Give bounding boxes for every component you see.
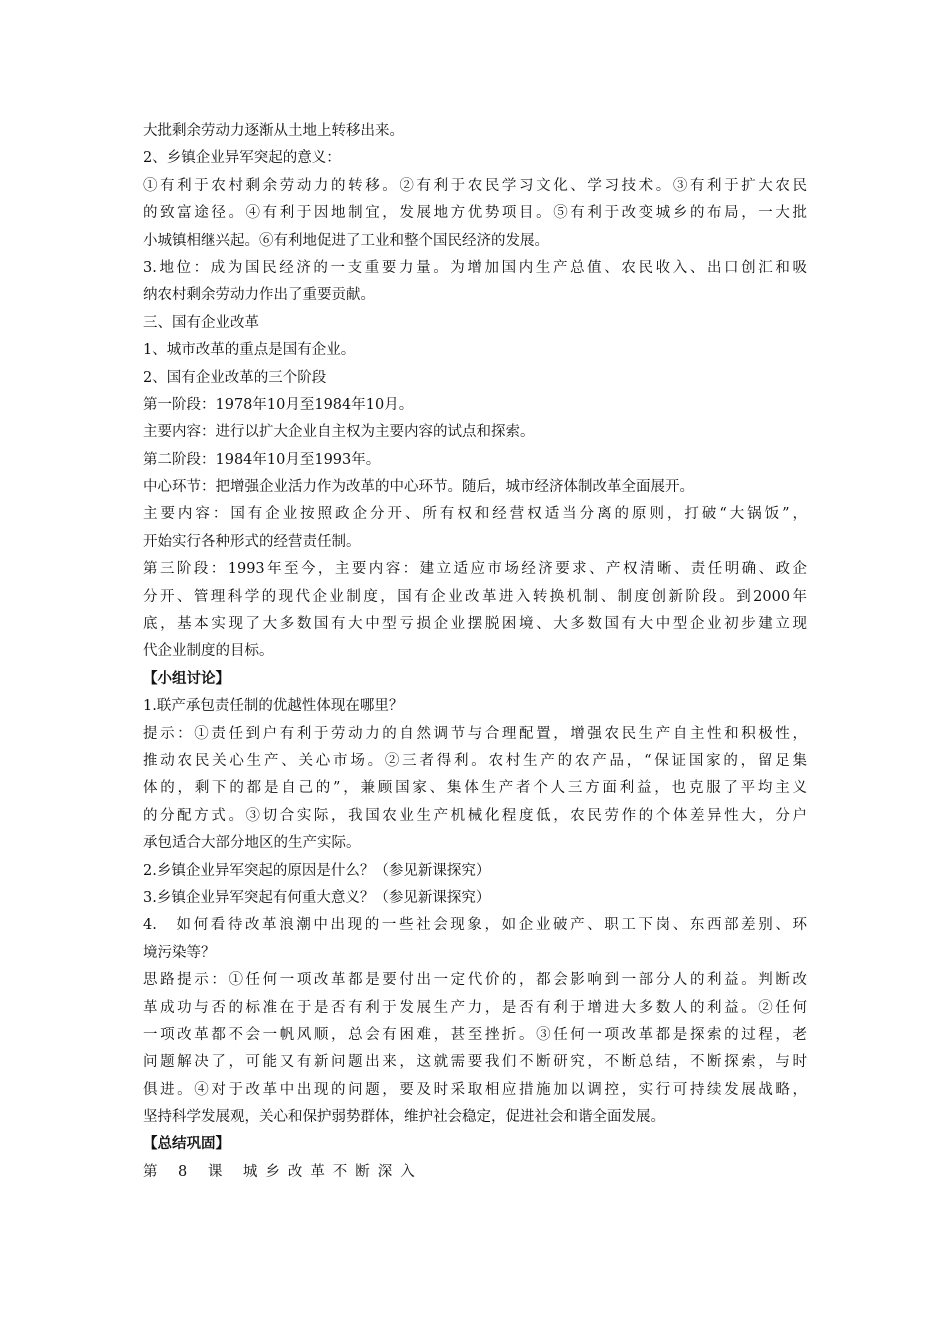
text-line: 3.乡镇企业异军突起有何重大意义？（参见新课探究） [143, 889, 491, 906]
text-line: 问题解决了，可能又有新问题出来，这就需要我们不断研究，不断总结，不断探索，与时 [143, 1054, 807, 1071]
text-line: 开始实行各种形式的经营责任制。 [143, 533, 361, 550]
text-line: 坚持科学发展观，关心和保护弱势群体，维护社会稳定，促进社会和谐全面发展。 [143, 1109, 665, 1126]
document-body [143, 118, 807, 1186]
text-line: 分开、管理科学的现代企业制度，国有企业改革进入转换机制、制度创新阶段。到2000年 [143, 588, 807, 605]
text-line: 承包适合大部分地区的生产实际。 [143, 835, 361, 852]
text-line: 第二阶段：1984年10月至1993年。 [143, 451, 381, 468]
text-line: 体的，剩下的都是自己的”，兼顾国家、集体生产者个人三方面利益，也克服了平均主义 [143, 780, 807, 797]
text-line: 2.乡镇企业异军突起的原因是什么？（参见新课探究） [143, 862, 491, 879]
text-line: 的分配方式。③切合实际，我国农业生产机械化程度低，农民劳作的个体差异性大，分户 [143, 807, 807, 824]
lesson-title: 第 8 课 城乡改革不断深入 [143, 1163, 423, 1180]
text-line: 一项改革都不会一帆风顺，总会有困难，甚至挫折。③任何一项改革都是探索的过程，老 [143, 1026, 807, 1043]
text-line: 主要内容：国有企业按照政企分开、所有权和经营权适当分离的原则，打破“大锅饭”， [143, 506, 807, 523]
text-line: 中心环节：把增强企业活力作为改革的中心环节。随后，城市经济体制改革全面展开。 [143, 479, 694, 496]
text-line: 底，基本实现了大多数国有大中型亏损企业摆脱困境、大多数国有大中型企业初步建立现 [143, 616, 807, 633]
text-line: 4. 如何看待改革浪潮中出现的一些社会现象，如企业破产、职工下岗、东西部差别、环 [143, 917, 807, 934]
text-line: ①有利于农村剩余劳动力的转移。②有利于农民学习文化、学习技术。③有利于扩大农民 [143, 177, 807, 194]
text-line: 提示：①责任到户有利于劳动力的自然调节与合理配置，增强农民生产自主性和积极性， [143, 725, 807, 742]
text-line: 境污染等？ [143, 944, 216, 961]
text-line: 的致富途径。④有利于因地制宜，发展地方优势项目。⑤有利于改变城乡的布局，一大批 [143, 205, 807, 222]
text-line: 主要内容：进行以扩大企业自主权为主要内容的试点和探索。 [143, 424, 535, 441]
text-line: 小城镇相继兴起。⑥有利地促进了工业和整个国民经济的发展。 [143, 232, 549, 249]
text-line: 三、国有企业改革 [143, 314, 259, 331]
text-line: 大批剩余劳动力逐渐从土地上转移出来。 [143, 123, 404, 139]
text-line: 思路提示：①任何一项改革都是要付出一定代价的，都会影响到一部分人的利益。判断改 [143, 972, 807, 989]
section-heading: 【小组讨论】 [143, 670, 230, 687]
text-line: 3.地位：成为国民经济的一支重要力量。为增加国内生产总值、农民收入、出口创汇和吸 [143, 259, 807, 276]
text-line: 代企业制度的目标。 [143, 643, 274, 660]
text-line: 革成功与否的标准在于是否有利于发展生产力，是否有利于增进大多数人的利益。②任何 [143, 999, 807, 1016]
text-line: 纳农村剩余劳动力作出了重要贡献。 [143, 287, 375, 304]
text-line: 第三阶段：1993年至今，主要内容：建立适应市场经济要求、产权清晰、责任明确、政企 [143, 561, 807, 578]
text-line: 推动农民关心生产、关心市场。②三者得利。农村生产的农产品，“保证国家的，留足集 [143, 752, 807, 769]
text-line: 第一阶段：1978年10月至1984年10月。 [143, 396, 414, 413]
text-line: 2、国有企业改革的三个阶段 [143, 369, 327, 386]
text-line: 俱进。④对于改革中出现的问题，要及时采取相应措施加以调控，实行可持续发展战略， [143, 1081, 807, 1098]
text-line: 2、乡镇企业异军突起的意义： [143, 150, 341, 167]
text-line: 1.联产承包责任制的优越性体现在哪里？ [143, 698, 404, 715]
text-line: 1、城市改革的重点是国有企业。 [143, 342, 356, 359]
section-heading: 【总结巩固】 [143, 1136, 230, 1153]
